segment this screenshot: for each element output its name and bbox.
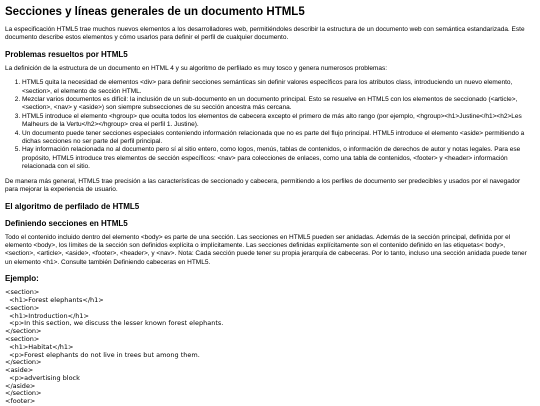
problems-lead-paragraph: La definición de la estructura de un documento en HTML 4 y su algoritmo de perfilado es muy tosco y genera numerosos problemas: xyxy=(5,64,388,72)
page-title: Secciones y líneas generales de un documento HTML5 xyxy=(5,6,305,18)
defining-sections-paragraph: Todo el contenido incluido dentro del elemento <body> es parte de una sección. Las secciones en HTML5 pueden ser anidadas. Además de la sección principal, definida por el elemento <body>, los límites de la sección son definidos explícita o implícitamente. Las secciones definidas explícitamente son el contenido definido en las etiquetas< body>, <section>, <article>, <aside>, <footer>, <header>, y <nav>. Nota: Cada sección puede tener su propia jerarquía de cabeceras. Por lo tanto, incluso una sección anidada puede tener un elemento <h1>. Consulte también Definiendo cabeceras en HTML5. xyxy=(5,233,527,266)
problems-list-item: 5. Hay información relacionada no al documento pero sí al sitio entero, como logos, menús, tablas de contenidos, o información de derechos de autor y notas legales. Para ese propósito, HTML5 introduce tres elementos de sección específicos: <nav> para colecciones de enlaces, como una tabla de contenidos, <footer> y <header> información relacionada con el sitio. xyxy=(22,146,535,171)
problems-list-item: 2. Mezclar varios documentos es difícil: la inclusión de un sub-documento en un documento principal. Esto se resuelve en HTML5 con los elementos de seccionado (<article>, <section>, <nav> y <aside>) son siempre subsecciones de su sección ancestra más cercana. xyxy=(22,96,535,113)
problems-list-item: 1. HTML5 quita la necesidad de elementos <div> para definir secciones semánticas sin definir valores específicos para los atributos class, introduciendo un nuevo elemento, <section>, el elemento de sección HTML. xyxy=(22,79,535,96)
section-heading-algorithm: El algoritmo de perfilado de HTML5 xyxy=(5,201,140,211)
example-label: Ejemplo: xyxy=(5,274,39,284)
intro-paragraph: La especificación HTML5 trae muchos nuevos elementos a los desarrolladores web, permitiéndoles describir la estructura de un documento web con semántica estandarizada. Este documento describe estos elementos y cómo usarlos para definir el perfil de cualquier documento. xyxy=(5,26,525,42)
code-example: <section> <h1>Forest elephants</h1> <section> <h1>Introduction</h1> <p>In this section, we discuss the lesser known forest elephants. </section> <section> <h1>Habitat</h1> <p>Forest elephants do not live in trees but among them. </section> <aside> <p>advertising block </aside> </section> <footer> xyxy=(5,288,224,406)
problems-list-item: 3. HTML5 introduce el elemento <hgroup> que oculta todos los elementos de cabecera excepto el primero de más alto rango (por ejemplo, <hgroup><h1>Justine</h1><h2>Les Malheurs de la Vertu</h2></hgroup> crea el perfil 1. Justine). xyxy=(22,113,535,130)
problems-list-item: 4. Un documento puede tener secciones especiales conteniendo información relacionada que no es parte del flujo principal. HTML5 introduce el elemento <aside> permitiendo a dichas secciones no ser parte del perfil principal. xyxy=(22,130,535,147)
problems-list xyxy=(5,79,535,171)
problems-closing-paragraph: De manera más general, HTML5 trae precisión a las características de seccionado y cabecera, permitiendo a los perfiles de documento ser predecibles y usados por el navegador para mejorar la experiencia de usuario. xyxy=(5,177,521,194)
subsection-heading-defining-sections: Definiendo secciones en HTML5 xyxy=(5,218,128,228)
section-heading-problems: Problemas resueltos por HTML5 xyxy=(5,49,128,59)
